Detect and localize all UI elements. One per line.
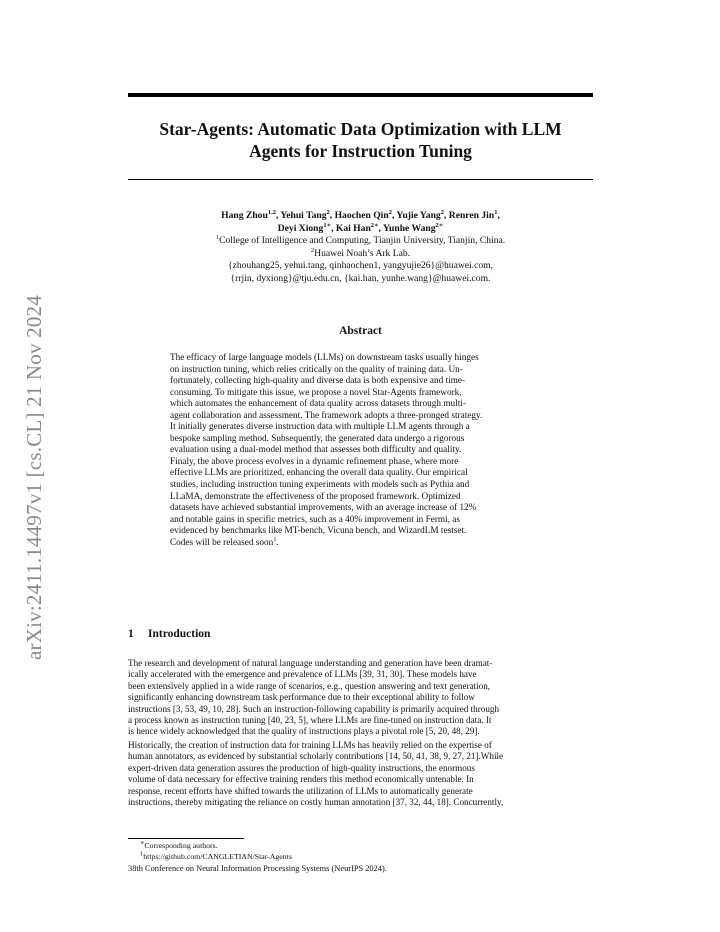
title-bottom-rule xyxy=(128,179,593,180)
footnote-code-link[interactable]: $^1$https://github.com/CANGLETIAN/Star-Agents xyxy=(140,849,292,861)
arxiv-identifier: arXiv:2411.14497v1 [cs.CL] 21 Nov 2024 xyxy=(22,295,46,660)
paragraph-line: ically accelerated with the emergence and prevalence of LLMs [39, 31, 30]. These models have xyxy=(128,669,477,680)
abstract-line: studies, including instruction tuning experiments with models such as Pythia and xyxy=(170,480,470,491)
author-affil-mark: 2∗ xyxy=(370,221,379,229)
author-name: Yujie Yang xyxy=(396,210,441,221)
abstract-line: Finaly, the above process evolves in a dynamic refinement phase, where more xyxy=(170,456,459,467)
abstract-line-last: Codes will be released soon$^1$. xyxy=(170,535,279,548)
section-title: Introduction xyxy=(148,628,211,640)
paragraph-line: Historically, the creation of instruction data for training LLMs has heavily relied on the expertise of xyxy=(128,740,492,750)
title-line-1: Star-Agents: Automatic Data Optimization with LLM xyxy=(159,119,562,139)
author-block xyxy=(128,210,593,285)
abstract-line: on instruction tuning, which relies critically on the quality of training data. Un- xyxy=(170,364,463,375)
footnotes xyxy=(140,841,292,862)
author-affil-mark: 2 xyxy=(326,208,330,216)
paragraph-line: expert-driven data generation assures the production of high-quality instructions, the enormous xyxy=(128,762,475,773)
abstract-line: LLaMA, demonstrate the effectiveness of the proposed framework. Optimized xyxy=(170,491,461,502)
paragraph-line: significantly enhancing downstream task performance due to their exceptional ability to follow xyxy=(128,692,475,703)
footnote-rule xyxy=(128,838,244,839)
title-line-2: Agents for Instruction Tuning xyxy=(249,141,472,161)
section-number: 1 xyxy=(128,628,134,640)
paragraph-line: instructions [3, 53, 49, 10, 28]. Such an instruction-following capability is primarily acquired through xyxy=(128,703,500,714)
paragraph-line: The research and development of natural language understanding and generation have been dramat- xyxy=(128,658,493,668)
author-affil-mark: 2 xyxy=(388,208,392,216)
abstract-line: which automates the enhancement of data quality across datasets through multi- xyxy=(170,399,466,410)
abstract-heading: Abstract xyxy=(339,325,382,337)
email-line-1: {zhouhang25, yehui.tang, qinhaochen1, yangyujie26}@huawei.com, xyxy=(227,260,494,271)
title-top-rule xyxy=(128,93,593,97)
intro-paragraph-1 xyxy=(128,658,593,738)
abstract-line: evidenced by benchmarks like MT-bench, Vicuna bench, and WizardLM testset. xyxy=(170,526,467,537)
paragraph-line: human annotators, as evidenced by substantial scholarly contributions [14, 50, 41, 38, 9, 27, 21].While xyxy=(128,751,504,762)
abstract-line: The efficacy of large language models (LLMs) on downstream tasks usually hinges xyxy=(170,353,479,363)
author-affil-mark: 2∗ xyxy=(435,221,444,229)
paragraph-line: instructions, thereby mitigating the reliance on costly human annotation [37, 32, 44, 18]. Concurrently, xyxy=(128,797,504,808)
abstract-line: fortunately, collecting high-quality and diverse data is both expensive and time- xyxy=(170,376,466,387)
author-name: Yunhe Wang xyxy=(382,222,436,234)
author-name: Kai Han xyxy=(335,222,371,234)
paragraph-line: response, recent efforts have shifted towards the utilization of LLMs to automatically generate xyxy=(128,785,473,796)
author-affil-mark: 1∗ xyxy=(323,221,332,229)
author-affil-mark: 1,2 xyxy=(267,208,276,216)
section-heading-introduction xyxy=(128,628,210,640)
author-affil-mark: 2 xyxy=(440,208,444,216)
paragraph-line: is hence widely acknowledged that the quality of instructions plays a pivotal role [5, 20, 48, 29]. xyxy=(128,726,480,737)
author-name: Hang Zhou xyxy=(221,210,268,221)
abstract-line: consuming. To mitigate this issue, we propose a novel Star-Agents framework, xyxy=(170,387,462,398)
abstract-body xyxy=(170,353,552,549)
affiliation-2: $^2$Huawei Noah’s Ark Lab. xyxy=(310,246,411,259)
email-line-2: {rrjin, dyxiong}@tju.edu.cn, {kai.han, yunhe.wang}@huawei.com. xyxy=(230,272,491,284)
author-name: Haochen Qin xyxy=(334,210,389,221)
author-name: Yehui Tang xyxy=(280,210,327,221)
author-affil-mark: 1 xyxy=(494,208,498,216)
affiliation-1: $^1$College of Intelligence and Computing, Tianjin University, Tianjin, China. xyxy=(215,233,506,246)
author-name: Deyi Xiong xyxy=(277,222,324,234)
abstract-line: It initially generates diverse instruction data with multiple LLM agents through a xyxy=(170,422,470,433)
abstract-line: bespoke sampling method. Subsequently, the generated data undergo a rigorous xyxy=(170,433,465,444)
abstract-line: evaluation using a dual-model method that assesses both difficulty and quality. xyxy=(170,445,462,456)
paragraph-line: been extensively applied in a wide range of scenarios, e.g., question answering and text generation, xyxy=(128,680,491,691)
abstract-line: agent collaboration and assessment. The framework adopts a three-pronged strategy. xyxy=(170,410,483,421)
author-line-1: Hang Zhou$^{1,2}$, Yehui Tang$^2$, Haochen Qin$^2$, Yujie Yang$^2$, Renren Jin$^1$, xyxy=(221,208,500,221)
abstract-line: datasets have achieved substantial improvements, with an average increase of 12% xyxy=(170,503,477,514)
abstract-line: effective LLMs are prioritized, enhancing the overall data quality. Our empirical xyxy=(170,468,468,479)
intro-paragraph-2 xyxy=(128,740,593,808)
author-line-2: Deyi Xiong$^{1∗}$, Kai Han$^{2∗}$, Yunhe Wang$^{2∗}$ xyxy=(277,221,444,234)
abstract-line: and notable gains in specific metrics, such as a 40% improvement in Fermi, as xyxy=(170,514,461,525)
footnote-ref[interactable]: 1 xyxy=(273,535,277,543)
conference-note: 38th Conference on Neural Information Processing Systems (NeurIPS 2024). xyxy=(128,864,387,873)
author-name: Renren Jin xyxy=(448,210,495,221)
paper-title xyxy=(128,118,593,162)
paragraph-line: volume of data necessary for effective training renders this method economically untenable. In xyxy=(128,774,474,785)
paragraph-line: a process known as instruction tuning [40, 23, 5], where LLMs are fine-tuned on instruction data. It xyxy=(128,715,492,726)
footnote-corresponding: ∗Corresponding authors. xyxy=(140,839,218,850)
